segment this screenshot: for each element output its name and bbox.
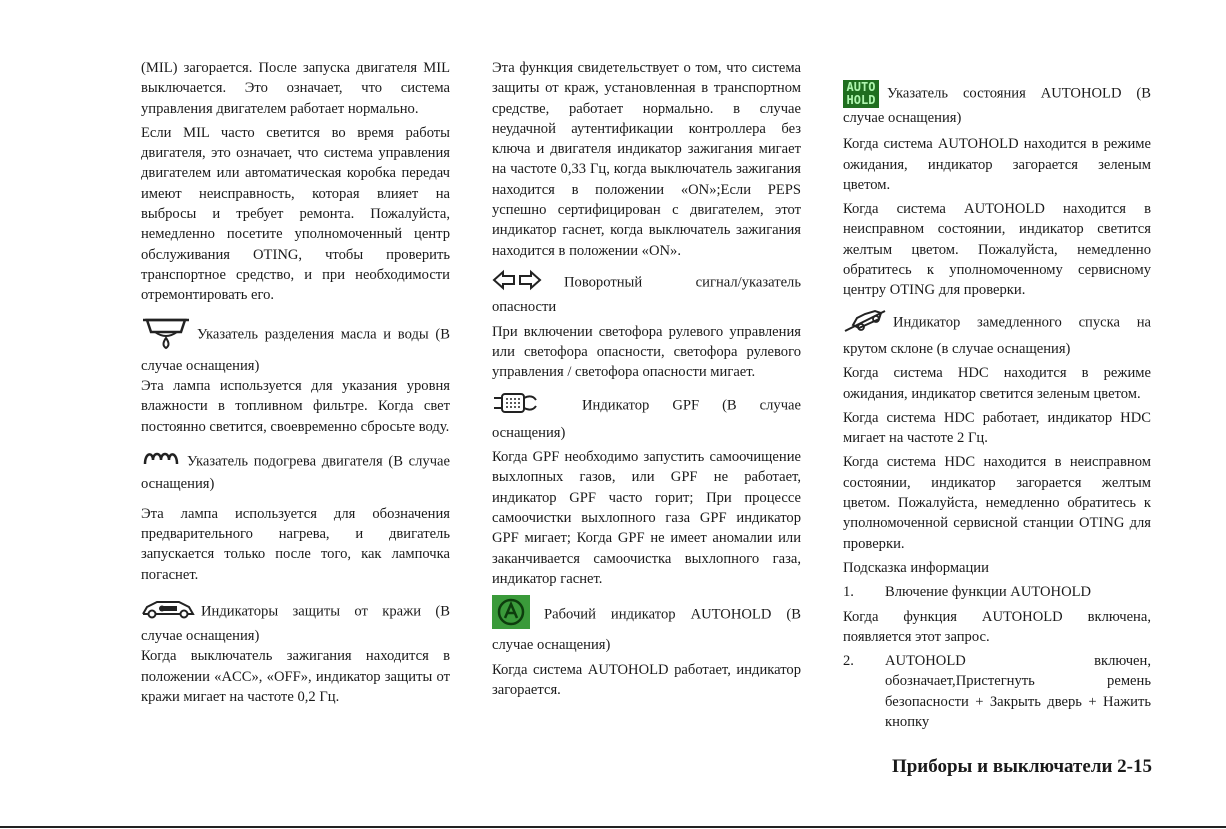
- bottom-rule: [0, 826, 1226, 828]
- column-right: [843, 80, 1151, 736]
- heading-autohold-work: [492, 595, 801, 656]
- list-text: AUTOHOLD включен, обозначает,Пристегнуть ремень безопасности + Закрыть дверь + Нажить кнопку: [885, 653, 1151, 731]
- heading-autohold-status-text: Указатель состояния AUTOHOLD (В случае оснащения): [843, 85, 1151, 126]
- autohold-icon-line-2: HOLD: [846, 93, 876, 107]
- paragraph-glow-plug: Эта лампа используется для обозначения предварительного нагрева, и двигатель запускается только после того, как лампочка погаснет.: [141, 505, 450, 583]
- paragraph-mil-fault: Если MIL часто светится во время работы двигателя, это означает, что система управления двигателем или автоматическая коробка передач имеют неисправность, которая влияет на выбросы и требует ремонта. Пожалуйста, немедленно посетите уполномоченный центр обслуживания OTING, чтобы проверить транспортное средство, и при необходимости отремонтировать его.: [141, 124, 450, 304]
- column-middle: [492, 58, 801, 704]
- paragraph-mil-off: (MIL) загорается. После запуска двигателя MIL выключается. Это означает, что система управления двигателем работает нормально.: [141, 60, 450, 117]
- list-item: [843, 582, 1151, 602]
- list-text: Влючение функции AUTOHOLD: [885, 584, 1092, 601]
- water-separator-icon: [141, 314, 191, 356]
- heading-turn-signal: [492, 269, 801, 318]
- heading-gpf: [492, 390, 801, 443]
- heading-autohold-status: [843, 80, 1151, 128]
- paragraph-hdc-standby: Когда система HDC находится в режиме ожидания, индикатор светится зеленым цветом.: [843, 365, 1151, 402]
- autohold-status-icon: [843, 80, 879, 108]
- list-number: 2.: [843, 653, 854, 670]
- car-key-icon: [141, 598, 195, 626]
- paragraph-autohold-on: Когда функция AUTOHOLD включена, появляется этот запрос.: [843, 608, 1151, 645]
- page-footer: Приборы и выключатели 2-15: [891, 756, 1152, 777]
- paragraph-autohold-work: Когда система AUTOHOLD работает, индикатор загорается.: [492, 661, 801, 699]
- paragraph-autohold-fault: Когда система AUTOHOLD находится в неисправном состоянии, индикатор светится желтым цветом. Пожалуйста, немедленно обратитесь к уполномоченному сервисному центру OTING для проверки.: [843, 201, 1151, 299]
- heading-hdc-text: Индикатор замедленного спуска на крутом склоне (в случае оснащения): [843, 314, 1151, 357]
- column-left: [141, 58, 450, 711]
- list-item: [843, 651, 1151, 732]
- paragraph-hdc-fault: Когда система HDC находится в неисправном состоянии, индикатор загорается желтым цветом. Пожалуйста, немедленно обратитесь к уполномоченной сервисной станции OTING для проверки.: [843, 454, 1151, 552]
- paragraph-gpf: Когда GPF необходимо запустить самоочищение выхлопных газов, или GPF не работает, индикатор GPF часто горит; При процессе самоочистки выхлопного газа GPF индикатор GPF мигает; Когда GPF не имеет аномалии или заканчивается самоочистка выхлопного газа, индикатор гаснет.: [492, 449, 801, 587]
- autohold-icon-line-1: AUTO: [846, 80, 876, 94]
- paragraph-anti-theft: Когда выключатель зажигания находится в положении «ACC», «OFF», индикатор защиты от кражи мигает на частоте 0,2 Гц.: [141, 648, 450, 706]
- heading-glow-plug: [141, 450, 450, 495]
- paragraph-turn-signal: При включении светофора рулевого управления или светофора опасности, светофора рулевого управления / светофора опасности мигает.: [492, 323, 801, 381]
- hill-descent-icon: [843, 307, 887, 339]
- heading-water-separator-text: Указатель разделения масла и воды (В случае оснащения): [141, 326, 450, 374]
- glow-plug-icon: [141, 450, 181, 474]
- heading-gpf-text: Индикатор GPF (В случае оснащения): [492, 397, 801, 441]
- gpf-filter-icon: [492, 390, 540, 422]
- heading-autohold-work-text: Рабочий индикатор AUTOHOLD (В случае оснащения): [492, 606, 801, 654]
- paragraph-autohold-standby: Когда система AUTOHOLD находится в режиме ожидания, индикатор загорается зеленым цветом.: [843, 136, 1151, 193]
- heading-anti-theft-text: Индикаторы защиты от кражи (В случае оснащения): [141, 603, 450, 645]
- paragraph-hdc-work: Когда система HDC работает, индикатор HDC мигает на частоте 2 Гц.: [843, 409, 1151, 447]
- heading-glow-plug-text: Указатель подогрева двигателя (В случае оснащения): [141, 453, 450, 493]
- autohold-a-icon: [492, 595, 530, 635]
- paragraph-water-separator: Эта лампа используется для указания уровня влажности в топливном фильтре. Когда свет постоянно светится, своевременно сбросьте воду.: [141, 378, 450, 435]
- heading-turn-signal-text: Поворотный сигнал/указатель опасности: [492, 274, 801, 316]
- heading-water-separator: [141, 314, 450, 377]
- heading-hdc: [843, 307, 1151, 360]
- tip-heading: Подсказка информации: [843, 559, 989, 576]
- paragraph-immobilizer: Эта функция свидетельствует о том, что система защиты от краж, установленная в транспортном средстве, работает нормально. в случае неудачной аутентификации контроллера без ключа и двигателя индикатор зажигания мигает на частоте 0,33 Гц, когда выключатель зажигания находится в положении «ON»;Если PEPS успешно сертифицирован с двигателем, этот индикатор гаснет, когда выключатель зажигания находится в положении «ON».: [492, 60, 801, 259]
- heading-anti-theft: [141, 598, 450, 647]
- turn-signal-icon: [492, 269, 542, 297]
- list-number: 1.: [843, 584, 854, 601]
